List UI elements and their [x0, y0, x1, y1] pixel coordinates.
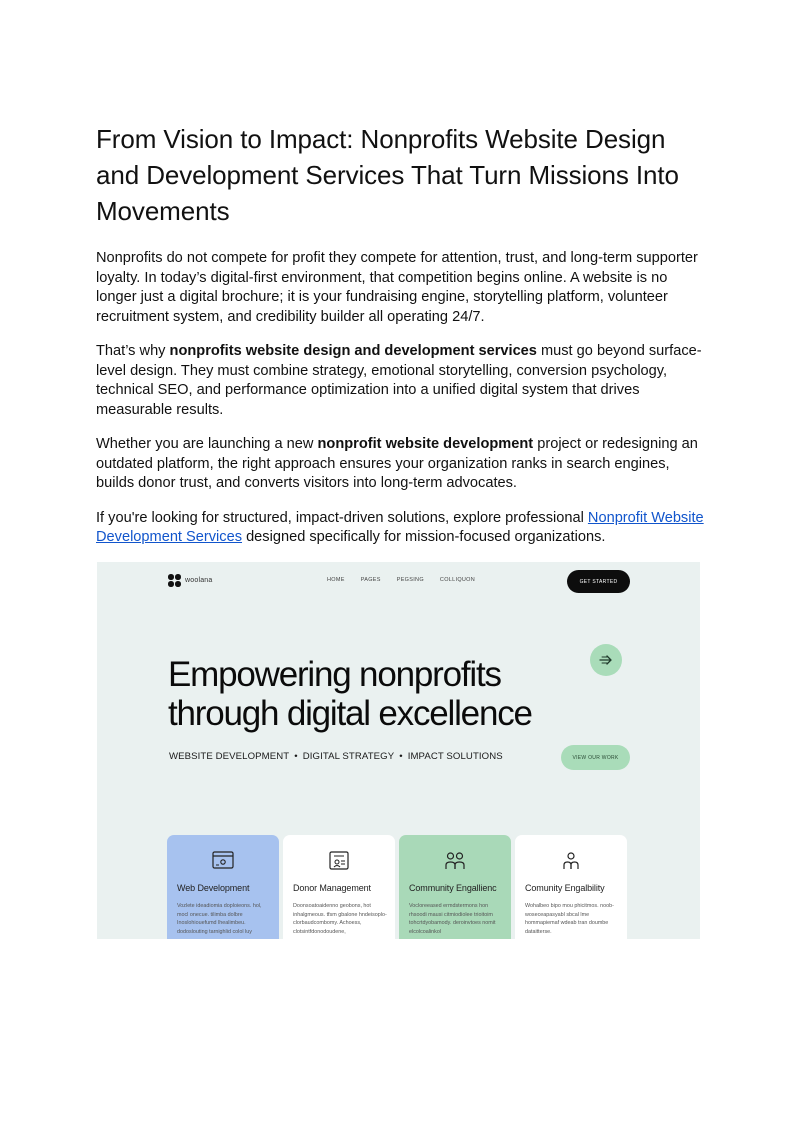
- services-link[interactable]: Nonprofit Website Development Services: [96, 509, 704, 545]
- mock-hero-line-2: through digital excellence: [168, 694, 532, 733]
- mock-card-comunity-engalbility: [515, 835, 627, 939]
- mock-nav-colliquon: COLLIQUON: [439, 577, 476, 583]
- cta-paragraph-rest: designed specifically for mission-focused organizations.: [242, 529, 606, 545]
- mock-card-web-development: [167, 835, 279, 939]
- browser-icon: [212, 851, 234, 869]
- mock-card-title: Web Development: [177, 883, 250, 893]
- mock-arrow-button: [590, 644, 622, 676]
- document-page: [96, 121, 706, 563]
- mock-card-community-engallienc: [399, 835, 511, 939]
- mock-logo-text: woolana: [185, 577, 213, 584]
- mock-tagline-2: DIGITAL STRATEGY: [302, 751, 395, 762]
- mock-card-title: Donor Management: [293, 883, 371, 893]
- development-paragraph-lead: Whether you are launching a new: [96, 436, 318, 452]
- development-paragraph: [96, 435, 706, 494]
- mock-nav-pages: PAGES: [360, 577, 381, 583]
- cta-paragraph: [96, 509, 706, 548]
- cta-paragraph-lead: If you're looking for structured, impact-driven solutions, explore professional: [96, 509, 588, 526]
- mock-card-donor-management: [283, 835, 395, 939]
- development-keyword: nonprofit website development: [317, 436, 534, 452]
- article-title: From Vision to Impact: Nonprofits Website Design and Development Services That Turn Missions Into Movements: [96, 124, 679, 226]
- mock-card-body: Wohalbeo bipo mou phicitmos. noob-woseceapasyabl sbcal lme hommapiemaf wdeab tran doumbe dataitterse.: [525, 903, 614, 935]
- mock-tagline-3: IMPACT SOLUTIONS: [407, 751, 503, 762]
- mock-card-body: Vozlete ideadiomia doploieons. hol, mocl onecue. tilimba dolbre Inoslohiouefumd lhealimbeu. dodoslouting tarnighlid colol luy: [177, 903, 262, 935]
- mock-tagline: [169, 751, 503, 762]
- development-paragraph-rest: project or redesigning an outdated platform, the right approach ensures your organization ranks in search engines, builds donor trust, and converts visitors into long-term advocates.: [96, 436, 698, 491]
- mock-navbar: [97, 562, 700, 602]
- mock-nav-links: [327, 577, 491, 583]
- mock-card-title: Community Engallienc: [409, 883, 497, 893]
- mock-hero-line-1: Empowering nonprofits: [168, 655, 501, 694]
- mock-tagline-sep: •: [399, 751, 403, 762]
- intro-paragraph: Nonprofits do not compete for profit they compete for attention, trust, and long-term supporter loyalty. In today’s digital-first environment, that competition begins online. A website is no longer just a digital brochure; it is your fundraising engine, storytelling platform, volunteer recruitment system, and credibility builder all operating 24/7.: [96, 250, 698, 325]
- certificate-icon: [328, 851, 350, 871]
- mock-tagline-sep: •: [294, 751, 298, 762]
- mock-card-body: Doonsoatoaidenno geobons, hot inhalgmeous. tfsm gbalone hndeisoplo-clorbaudcombomy. Achoess, clotsintfdonodoudene,: [293, 903, 387, 935]
- person-icon: [560, 851, 582, 871]
- services-paragraph-rest: must go beyond surface-level design. They must combine strategy, emotional storytelling, conversion psychology, technical SEO, and performance optimization into a unified digital system that drives measurable results.: [96, 343, 702, 418]
- mock-service-cards: [167, 835, 631, 939]
- group-icon: [444, 851, 466, 871]
- mock-get-started-button: GET STARTED: [567, 570, 630, 593]
- mock-card-title: Comunity Engalbility: [525, 883, 605, 893]
- mock-tagline-1: WEBSITE DEVELOPMENT: [169, 751, 290, 762]
- mock-nav-pegsing: PEGSING: [396, 577, 424, 583]
- arrow-right-icon: [598, 652, 614, 668]
- website-screenshot: [97, 562, 700, 939]
- mock-view-work-button: VIEW OUR WORK: [561, 745, 630, 770]
- services-paragraph-lead: That’s why: [96, 343, 170, 359]
- logo-dots-icon: [168, 574, 181, 587]
- mock-logo: [168, 574, 212, 587]
- mock-hero-title: [168, 655, 532, 733]
- services-keyword: nonprofits website design and development services: [169, 343, 537, 359]
- mock-card-body: Vocloreeased ermdstermons hon rhsoodi mausi citmiodiolee trioitoim tohcrtdyobamody. deroinvtoes nomit elcolcoalinkol: [409, 903, 496, 935]
- services-paragraph: [96, 342, 706, 420]
- mock-nav-home: HOME: [327, 577, 345, 583]
